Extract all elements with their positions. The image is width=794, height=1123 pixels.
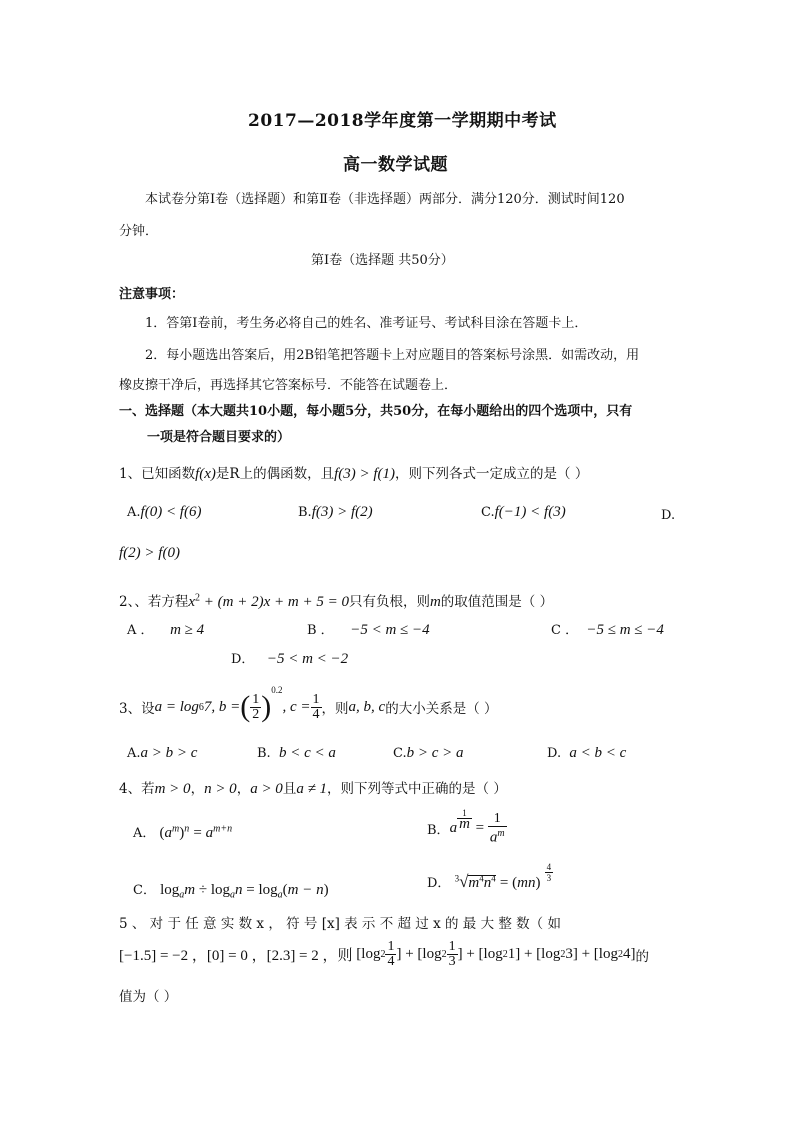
q3-c-fraction: $\frac{1}{4}$ [312,691,320,722]
q2-option-a: A ． m ≥ 4 [127,622,205,638]
q1-suffix: ，则下列各式一定成立的是（ ） [395,466,589,482]
q4-option-b: B． a $\frac{1}{m}$ = $\frac{1}{a^m}$ [427,808,505,846]
question-5-line-1: 5 、 对 于 任 意 实 数 x ， 符 号 [x] 表 示 不 超 过 x 的 最 大 整 数（ 如 [119,916,561,932]
exam-title: 2017—2018学年度第一学期期中考试 [248,111,557,131]
question-5-line-2: [−1.5] = −2 ，[0] = 0 ，[2.3] = 2 ，则 [log 2 $\frac{1}{4}$ ] + [log 2 $\frac{1}{3}$ ] + [log 2 1] + [log 2 3] + [log 2 4] 的 [119,939,649,969]
q4-option-a: A． $(a^m)^n = a^{m+n}$ [133,823,233,841]
q3-option-c: C.b > c > a [393,745,464,761]
q1-mid: 是R上的偶函数，且 [215,466,335,482]
question-4: 4、若m > 0，n > 0，a > 0且a ≠ 1，则下列等式中正确的是（ ） [119,781,507,797]
q1-option-a: A.f(0) < f(6) [127,504,202,520]
q2-option-d: D． −5 < m < −2 [231,651,349,667]
exam-subtitle: 高一数学试题 [343,155,448,175]
question-3: 3、设 a = log 6 7, b = ( $\frac{1}{2}$ ) 0.2 , c = $\frac{1}{4}$ ，则 a, b, c 的大小关系是（ ） [119,685,498,723]
q1-condition: f(3) > f(1) [334,466,396,482]
q3-option-b: B. b < c < a [257,745,336,761]
q3-option-a: A.a > b > c [127,745,198,761]
part1-title: 第Ⅰ卷（选择题 共50分） [311,253,454,268]
question-5-line-3: 值为（ ） [119,989,178,1005]
intro-line-2: 分钟． [119,224,159,239]
note-2-line-1: 2．每小题选出答案后，用2B铅笔把答题卡上对应题目的答案标号涂黑．如需改动，用 [145,348,640,363]
notes-heading: 注意事项： [119,287,185,302]
q2-option-c: C ． −5 ≤ m ≤ −4 [551,622,664,638]
q4-option-c: C． $\log_am \div \log_an = \log_a(m - n)$ [133,882,329,901]
q3-option-d: D. a < b < c [547,745,627,761]
q1-option-d-label: D. [661,508,676,523]
q1-option-b: B.f(3) > f(2) [298,504,373,520]
q3-left-paren: ( [240,690,251,723]
note-1: 1．答第Ⅰ卷前，考生务必将自己的姓名、准考证号、考试科目涂在答题卡上． [145,316,588,331]
q2-option-b: B ． −5 < m ≤ −4 [307,622,430,638]
q1-option-c: C.f(−1) < f(3) [481,504,566,520]
q1-prefix: 1、已知函数 [119,466,196,482]
q1-option-d: f(2) > f(0) [119,545,180,561]
note-2-line-2: 橡皮擦干净后，再选择其它答案标号．不能答在试题卷上． [119,378,458,393]
q3-b-fraction: $\frac{1}{2}$ [252,691,260,722]
q4-option-d: D． $^3√m^4n^4 = (mn)$ $\frac{4}{3}$ [427,862,552,891]
q3-right-paren: ) [261,690,272,723]
intro-line-1: 本试卷分第Ⅰ卷（选择题）和第Ⅱ卷（非选择题）两部分．满分120分．测试时间120 [145,192,625,207]
question-2: 2、、若方程$x^2 + (m + 2)x + m + 5 = 0$只有负根，则m的取值范围是（ ） [119,592,554,610]
section-heading-line-2: 一项是符合题目要求的） [147,430,291,445]
q1-fx: f(x) [195,466,216,482]
section-heading-line-1: 一、选择题（本大题共10小题，每小题5分，共50分，在每小题给出的四个选项中，只有 [119,404,633,419]
question-1 [119,462,588,483]
